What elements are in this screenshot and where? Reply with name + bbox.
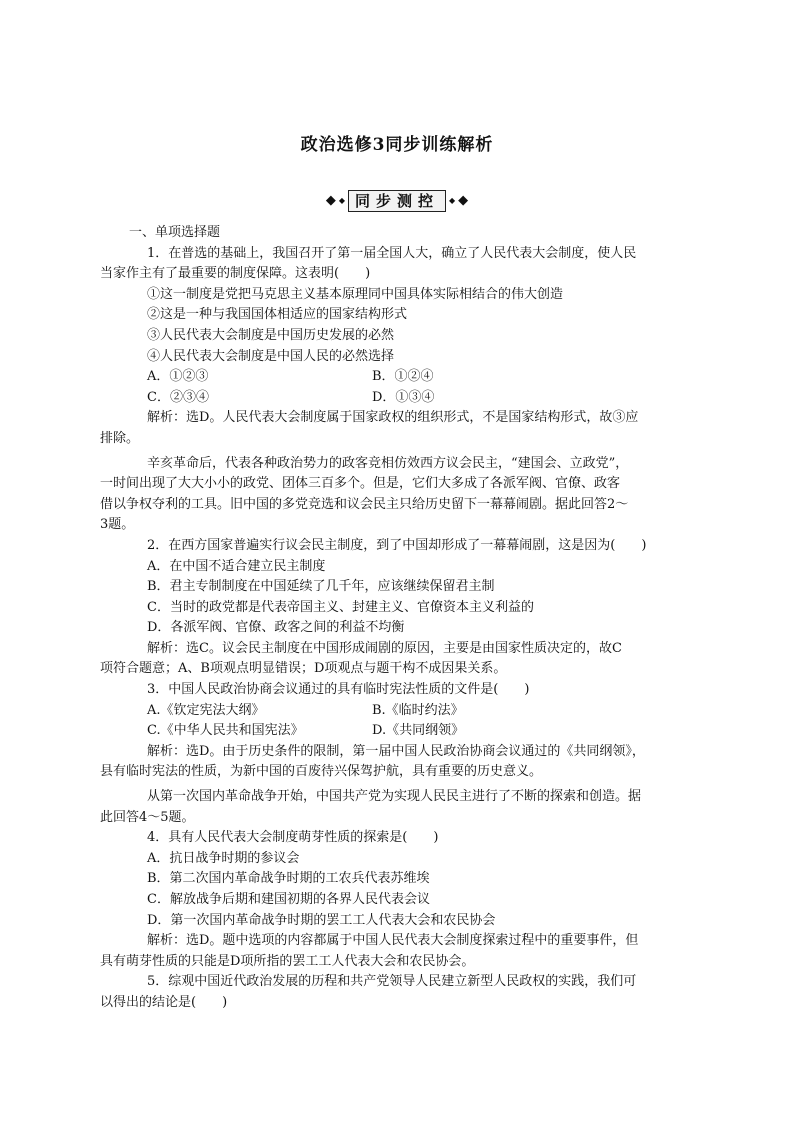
- option-d: D.《共同纲领》: [372, 723, 465, 739]
- option-d: D．各派军阀、官僚、政客之间的利益不均衡: [147, 620, 405, 636]
- question-1-analysis: 排除。: [100, 430, 140, 446]
- question-3-options: [117, 701, 677, 722]
- material-paragraph: 此回答4～5题。: [100, 809, 195, 825]
- material-paragraph: 一时间出现了大大小小的政党、团体三百多个。但是，它们大多成了各派军阀、官僚、政客: [100, 476, 621, 492]
- material-paragraph: 从第一次国内革命战争开始，中国共产党为实现人民民主进行了不断的探索和创造。据: [147, 789, 642, 805]
- option-d: D．第一次国内革命战争时期的罢工工人代表大会和农民协会: [147, 912, 496, 928]
- question-2-stem: 2．在西方国家普遍实行议会民主制度，到了中国却形成了一幕幕闹剧，这是因为( ): [147, 537, 647, 553]
- question-4-analysis: 解析：选D。题中选项的内容都属于中国人民代表大会制度探索过程中的重要事件，但: [147, 933, 639, 949]
- option-a: A．抗日战争时期的参议会: [147, 850, 300, 866]
- section-banner: [0, 190, 794, 212]
- option-c: C．②③④: [147, 389, 209, 405]
- question-5-stem: 5．综观中国近代政治发展的历程和共产党领导人民建立新型人民政权的实践，我们可: [147, 974, 637, 990]
- question-3-stem: 3．中国人民政治协商会议通过的具有临时宪法性质的文件是( ): [147, 682, 530, 698]
- banner-label: 同步测控: [348, 190, 446, 212]
- option-a: A.《钦定宪法大纲》: [147, 702, 265, 718]
- question-2-analysis: 解析：选C。议会民主制度在中国形成闹剧的原因，主要是由国家性质决定的，故C: [147, 640, 622, 656]
- page-title: 政治选修3同步训练解析: [300, 135, 494, 155]
- section-heading: 一、单项选择题: [129, 225, 221, 240]
- material-paragraph: 辛亥革命后，代表各种政治势力的政客竞相仿效西方议会民主，“建国会、立政党”，: [147, 455, 629, 471]
- question-1-item: ③人民代表大会制度是中国历史发展的必然: [147, 327, 395, 343]
- material-paragraph: 借以争权夺利的工具。旧中国的多党竞选和议会民主只给历史留下一幕幕闹剧。据此回答2～: [100, 496, 629, 512]
- question-2-analysis: 项符合题意；A、B项观点明显错误；D项观点与题干构不成因果关系。: [100, 661, 507, 677]
- option-a: A．①②③: [147, 369, 209, 385]
- question-1-item: ④人民代表大会制度是中国人民的必然选择: [147, 348, 395, 364]
- option-b: B．①②④: [372, 369, 434, 385]
- material-paragraph: 3题。: [100, 517, 135, 533]
- diamond-icon: ◆: [458, 193, 469, 208]
- small-diamond-icon: ◆: [338, 196, 345, 205]
- question-1-options: [117, 367, 677, 388]
- document-body: [100, 223, 677, 1014]
- option-b: B．第二次国内革命战争时期的工农兵代表苏维埃: [147, 871, 430, 887]
- question-1-stem: 当家作主有了最重要的制度保障。这表明( ): [100, 266, 371, 282]
- option-b: B．君主专制制度在中国延续了几千年，应该继续保留君主制: [147, 579, 495, 595]
- question-4-stem: 4．具有人民代表大会制度萌芽性质的探索是( ): [147, 830, 439, 846]
- question-1-options: [117, 388, 677, 409]
- question-3-analysis: 解析：选D。由于历史条件的限制，第一届中国人民政治协商会议通过的《共同纲领》，: [147, 743, 645, 759]
- option-d: D．①③④: [372, 389, 435, 405]
- option-c: C．解放战争后期和建国初期的各界人民代表会议: [147, 892, 430, 907]
- question-1-item: ②这是一种与我国国体相适应的国家结构形式: [147, 307, 408, 323]
- question-1-stem: 1．在普选的基础上，我国召开了第一届全国人大，确立了人民代表大会制度，使人民: [147, 245, 637, 261]
- small-diamond-icon: ◆: [449, 196, 456, 205]
- option-c: C.《中华人民共和国宪法》: [147, 723, 304, 739]
- question-3-analysis: 县有临时宪法的性质，为新中国的百废待兴保驾护航，具有重要的历史意义。: [100, 764, 543, 780]
- question-1-item: ①这一制度是党把马克思主义基本原理同中国具体实际相结合的伟大创造: [147, 286, 564, 302]
- question-4-analysis: 具有萌芽性质的只能是D项所指的罢工工人代表大会和农民协会。: [100, 953, 475, 969]
- question-5-stem: 以得出的结论是( ): [100, 994, 228, 1010]
- option-b: B.《临时约法》: [372, 702, 464, 718]
- option-c: C．当时的政党都是代表帝国主义、封建主义、官僚资本主义利益的: [147, 599, 534, 615]
- question-3-options: [117, 721, 677, 742]
- option-a: A．在中国不适合建立民主制度: [147, 558, 326, 574]
- diamond-icon: ◆: [325, 193, 336, 208]
- question-1-analysis: 解析：选D。人民代表大会制度属于国家政权的组织形式，不是国家结构形式，故③应: [147, 410, 639, 426]
